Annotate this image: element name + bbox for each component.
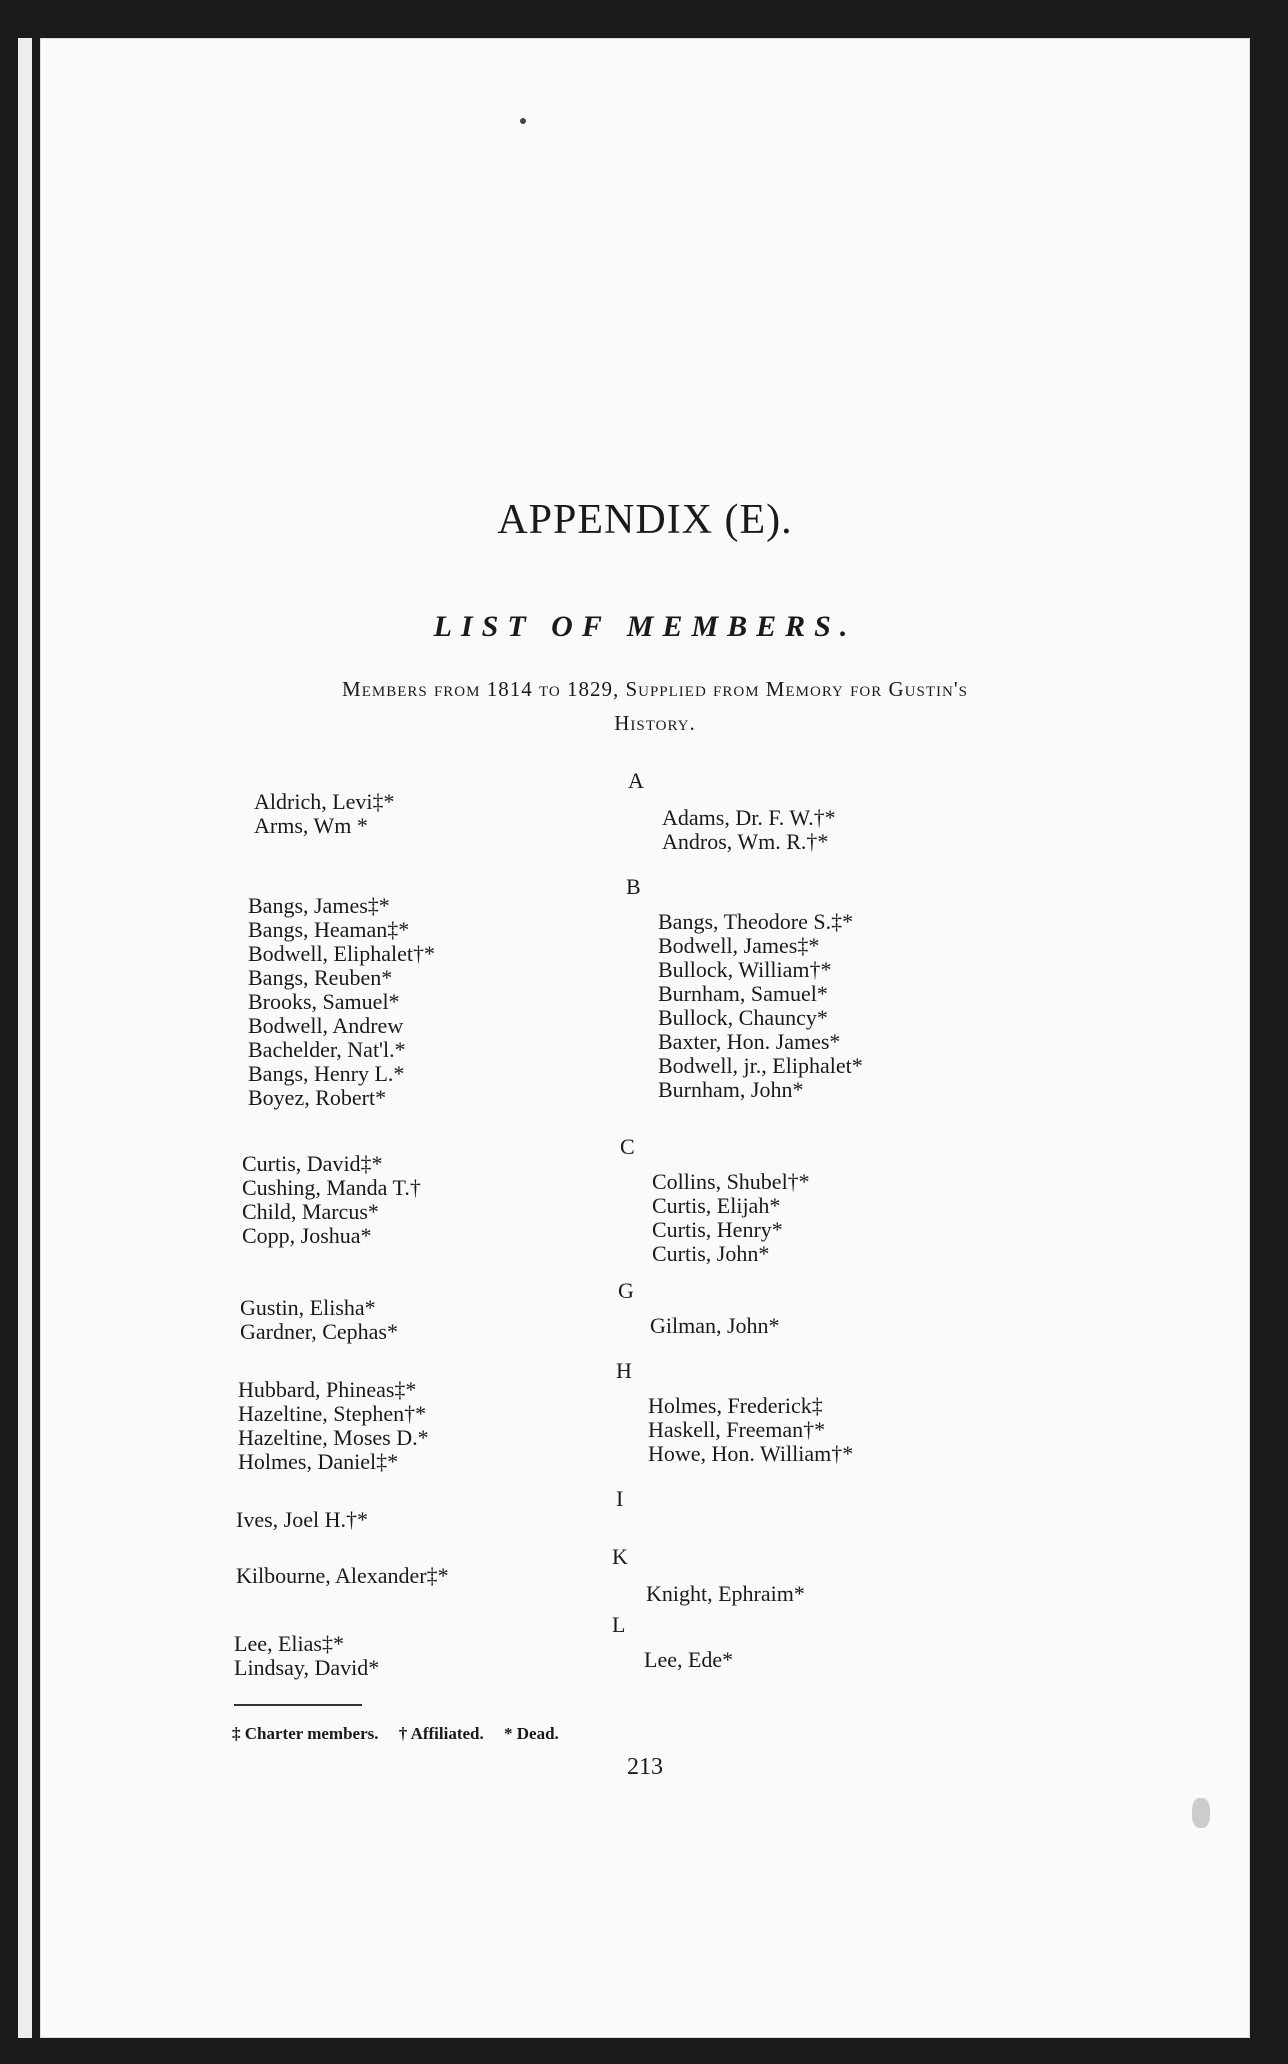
- member-name: Arms, Wm *: [254, 813, 368, 838]
- member-name: Boyez, Robert*: [248, 1085, 387, 1110]
- member-name: Hazeltine, Moses D.*: [238, 1425, 429, 1450]
- member-name: Hazeltine, Stephen†*: [238, 1401, 427, 1426]
- section-g-left-list: [240, 1296, 398, 1344]
- member-name: Bullock, Chauncy*: [658, 1005, 828, 1030]
- section-letter-g: G: [618, 1278, 634, 1303]
- member-name: Baxter, Hon. James*: [658, 1029, 841, 1054]
- member-name: Lee, Ede*: [644, 1647, 734, 1672]
- member-name: Brooks, Samuel*: [248, 989, 400, 1014]
- member-name: Howe, Hon. William†*: [648, 1441, 854, 1466]
- member-name: Bangs, Theodore S.‡*: [658, 909, 854, 934]
- member-name: Bangs, Heaman‡*: [248, 917, 410, 942]
- caption-line-2: History.: [614, 711, 696, 735]
- caption: [225, 672, 1085, 740]
- ink-dot: [520, 118, 526, 124]
- member-name: Lindsay, David*: [234, 1655, 380, 1680]
- page-title: APPENDIX (E).: [497, 497, 793, 543]
- page-smudge: [1192, 1798, 1210, 1828]
- member-name: Andros, Wm. R.†*: [662, 829, 829, 854]
- member-name: Burnham, John*: [658, 1077, 804, 1102]
- footnote-affiliated: † Affiliated.: [398, 1724, 484, 1743]
- member-name: Burnham, Samuel*: [658, 981, 828, 1006]
- member-name: Bangs, Reuben*: [248, 965, 393, 990]
- member-name: Curtis, John*: [652, 1241, 770, 1266]
- member-name: Bodwell, Eliphalet†*: [248, 941, 435, 966]
- section-letter-b: B: [626, 874, 641, 899]
- member-name: Bangs, James‡*: [248, 893, 390, 918]
- member-name: Bachelder, Nat'l.*: [248, 1037, 406, 1062]
- member-name: Copp, Joshua*: [242, 1223, 372, 1248]
- footnote-rule: [234, 1704, 362, 1706]
- footnote: [232, 1724, 575, 1744]
- member-name: Bodwell, James‡*: [658, 933, 820, 958]
- member-name: Gustin, Elisha*: [240, 1295, 376, 1320]
- section-a-left-list: [254, 790, 395, 838]
- section-letter-l: L: [612, 1612, 626, 1637]
- section-letter-i: I: [616, 1486, 624, 1511]
- section-k-right-list: [646, 1582, 805, 1606]
- member-name: Bodwell, Andrew: [248, 1013, 404, 1038]
- page-subtitle: LIST OF MEMBERS.: [433, 610, 857, 643]
- member-name: Hubbard, Phineas‡*: [238, 1377, 417, 1402]
- book-page: [40, 38, 1250, 2038]
- section-l-right-list: [644, 1648, 733, 1672]
- member-name: Ives, Joel H.†*: [236, 1507, 368, 1532]
- member-name: Cushing, Manda T.†: [242, 1175, 421, 1200]
- member-name: Holmes, Daniel‡*: [238, 1449, 399, 1474]
- member-name: Curtis, David‡*: [242, 1151, 383, 1176]
- footnote-dead: * Dead.: [504, 1724, 559, 1743]
- member-name: Child, Marcus*: [242, 1199, 379, 1224]
- section-h-left-list: [238, 1378, 429, 1474]
- section-c-left-list: [242, 1152, 421, 1248]
- section-a-right-list: [662, 806, 836, 854]
- scan-edge: [18, 38, 32, 2038]
- section-i-left-list: [236, 1508, 368, 1532]
- member-name: Bodwell, jr., Eliphalet*: [658, 1053, 863, 1078]
- section-b-right-list: [658, 910, 863, 1102]
- section-letter-a: A: [628, 768, 644, 793]
- member-name: Kilbourne, Alexander‡*: [236, 1563, 449, 1588]
- member-name: Curtis, Henry*: [652, 1217, 783, 1242]
- footnote-charter: ‡ Charter members.: [232, 1724, 379, 1743]
- member-name: Gardner, Cephas*: [240, 1319, 398, 1344]
- section-c-right-list: [652, 1170, 810, 1266]
- caption-line-1: Members from 1814 to 1829, Supplied from Memory for Gustin's: [342, 677, 968, 701]
- member-name: Collins, Shubel†*: [652, 1169, 810, 1194]
- section-k-left-list: [236, 1564, 449, 1588]
- member-name: Lee, Elias‡*: [234, 1631, 344, 1656]
- member-name: Adams, Dr. F. W.†*: [662, 805, 836, 830]
- member-name: Haskell, Freeman†*: [648, 1417, 826, 1442]
- page-number: 213: [627, 1754, 663, 1780]
- member-name: Bullock, William†*: [658, 957, 832, 982]
- member-name: Aldrich, Levi‡*: [254, 789, 395, 814]
- section-g-right-list: [650, 1314, 780, 1338]
- member-name: Knight, Ephraim*: [646, 1581, 805, 1606]
- section-letter-h: H: [616, 1358, 632, 1383]
- member-name: Bangs, Henry L.*: [248, 1061, 405, 1086]
- member-name: Gilman, John*: [650, 1313, 780, 1338]
- section-b-left-list: [248, 894, 435, 1110]
- section-h-right-list: [648, 1394, 853, 1466]
- section-letter-k: K: [612, 1544, 628, 1569]
- member-name: Holmes, Frederick‡: [648, 1393, 823, 1418]
- section-l-left-list: [234, 1632, 379, 1680]
- member-name: Curtis, Elijah*: [652, 1193, 781, 1218]
- section-letter-c: C: [620, 1134, 635, 1159]
